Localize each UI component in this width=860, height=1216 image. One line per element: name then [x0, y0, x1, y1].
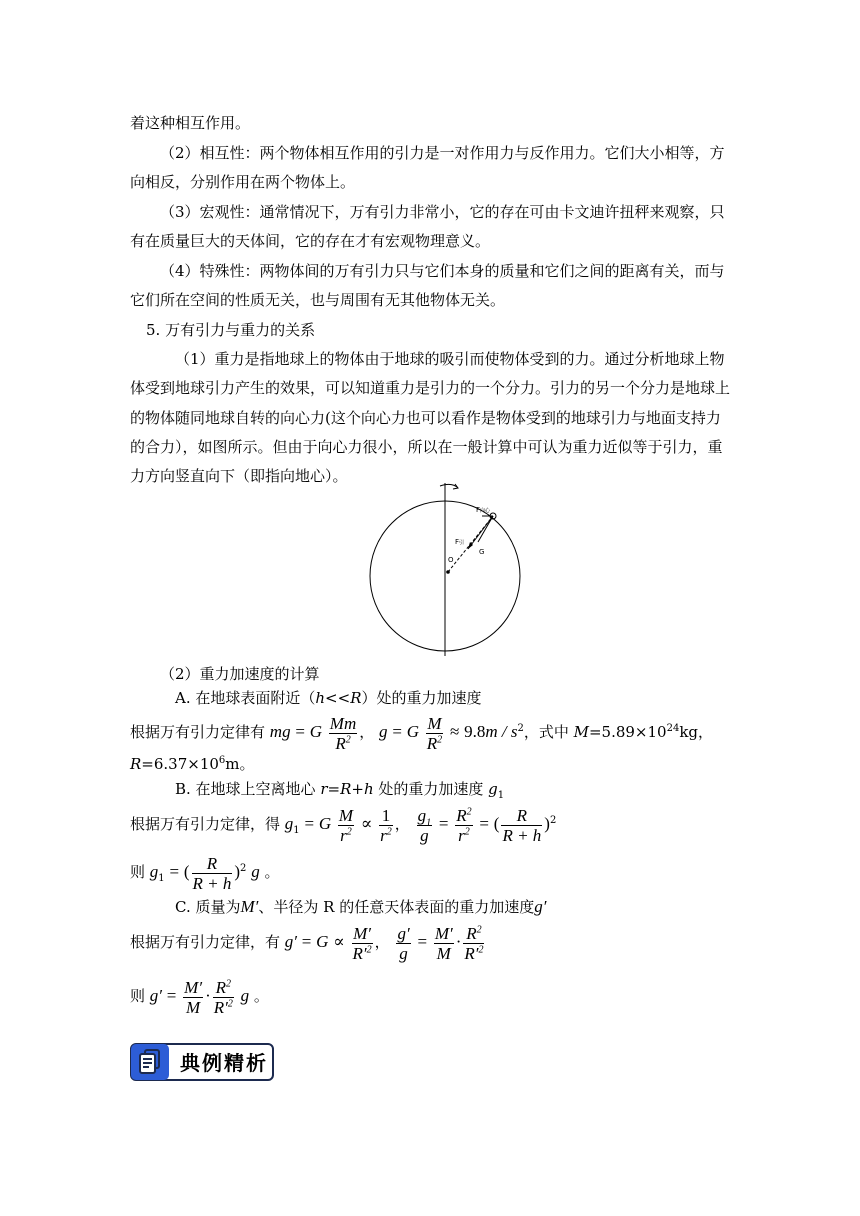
- paragraph-line: 的合力），如图所示。但由于向心力很小，所以在一般计算中可认为重力近似等于引力，重: [130, 438, 723, 456]
- result-b-line: 则 $g_1$ = ( $\frac{R}{R + h}$ )$^2$ g 。: [130, 853, 280, 893]
- fraction: $\frac{M}{R^2}$: [426, 713, 443, 753]
- document-list-icon: [131, 1044, 169, 1080]
- case-c-heading: C. 质量为M′、半径为 R 的任意天体表面的重力加速度g′: [175, 897, 547, 916]
- formula-c-line: 根据万有引力定律，有 g′ = G ∝ $\frac{M'}{R'^2}$ ， $\frac{g'}{g}$ = $\frac{M'}{M}$ · $\frac{R^2}{R'^2}$: [130, 923, 484, 963]
- section-title: 典例精析: [180, 1051, 268, 1075]
- result-c-line: 则 g′ = $\frac{M'}{M}$ · $\frac{R^2}{R'^2}$ g 。: [130, 977, 269, 1017]
- label-g: G: [479, 548, 485, 556]
- case-a-heading: A. 在地球表面附近（h<<R）处的重力加速度: [175, 689, 482, 707]
- paragraph-line: 的物体随同地球自转的向心力(这个向心力也可以看作是物体受到的地球引力与地面支持力: [130, 409, 721, 427]
- paragraph-line: （2）相互性：两个物体相互作用的引力是一对作用力与反作用力。它们大小相等，方: [160, 144, 725, 162]
- paragraph-line: 体受到地球引力产生的效果，可以知道重力是引力的一个分力。引力的另一个分力是地球上: [130, 379, 731, 397]
- radius-value-line: $R=6.37\times 10^6m$。: [130, 755, 255, 773]
- fraction: $\frac{M'}{R'^2}$: [352, 923, 372, 963]
- label-f-centripetal: F向心: [476, 506, 491, 514]
- earth-center-dot: [446, 570, 450, 574]
- fraction: $\frac{R}{R + h}$: [502, 805, 542, 845]
- formula-b-line: 根据万有引力定律，得 $g_1 = G$ $\frac{M}{r^2}$ ∝ $\frac{1}{r^2}$ ， $\frac{g_1}{g}$ = $\frac{R^2}{r^2}$ = ( $\frac{R}{R + h}$ )$^2$: [130, 805, 557, 845]
- fraction: $\frac{R^2}{R'^2}$: [464, 923, 484, 963]
- paragraph-line: 着这种相互作用。: [130, 114, 251, 132]
- fraction: $\frac{g'}{g}$: [397, 923, 410, 963]
- fraction: $\frac{R^2}{R'^2}$: [213, 977, 233, 1017]
- paragraph-line: （4）特殊性：两物体间的万有引力只与它们本身的质量和它们之间的距离有关，而与: [160, 262, 725, 280]
- paragraph-line: 它们所在空间的性质无关，也与周围有无其他物体无关。: [130, 291, 506, 309]
- subsection-heading: （2）重力加速度的计算: [160, 665, 320, 683]
- label-o: O: [448, 556, 454, 564]
- formula-a-line: 根据万有引力定律有 mg = G $\frac{Mm}{R^2}$ ， g = G $\frac{M}{R^2}$ ≈ $9.8m / s^2$，式中 $M=5.89\times 10^{24}kg$，: [130, 713, 714, 753]
- section-heading: 5. 万有引力与重力的关系: [146, 321, 316, 339]
- paragraph-line: （3）宏观性：通常情况下，万有引力非常小，它的存在可由卡文迪许扭秤来观察，只: [160, 203, 725, 221]
- fraction: $\frac{M'}{M}$: [434, 923, 453, 963]
- fraction: $\frac{R}{R + h}$: [192, 853, 232, 893]
- paragraph-line: 有在质量巨大的天体间，它的存在才有宏观物理意义。: [130, 232, 491, 250]
- case-b-heading: B. 在地球上空离地心 r=R+h 处的重力加速度 $g_1$: [175, 780, 505, 801]
- label-f-gravitation: F引: [455, 538, 465, 546]
- earth-gravity-diagram: [360, 478, 530, 658]
- section-badge: [130, 1043, 274, 1081]
- fraction: $\frac{1}{r^2}$: [380, 805, 392, 845]
- paragraph-line: 向相反，分别作用在两个物体上。: [130, 173, 356, 191]
- paragraph-line: （1）重力是指地球上的物体由于地球的吸引而使物体受到的力。通过分析地球上物: [175, 350, 725, 368]
- fraction: $\frac{M'}{M}$: [184, 977, 203, 1017]
- fraction: $\frac{Mm}{R^2}$: [329, 713, 357, 753]
- fraction: $\frac{g_1}{g}$: [417, 805, 432, 845]
- fraction: $\frac{R^2}{r^2}$: [456, 805, 472, 845]
- paragraph-line: 力方向竖直向下（即指向地心）。: [130, 467, 348, 485]
- fraction: $\frac{M}{r^2}$: [338, 805, 354, 845]
- gravity-force-arrow: [478, 516, 493, 542]
